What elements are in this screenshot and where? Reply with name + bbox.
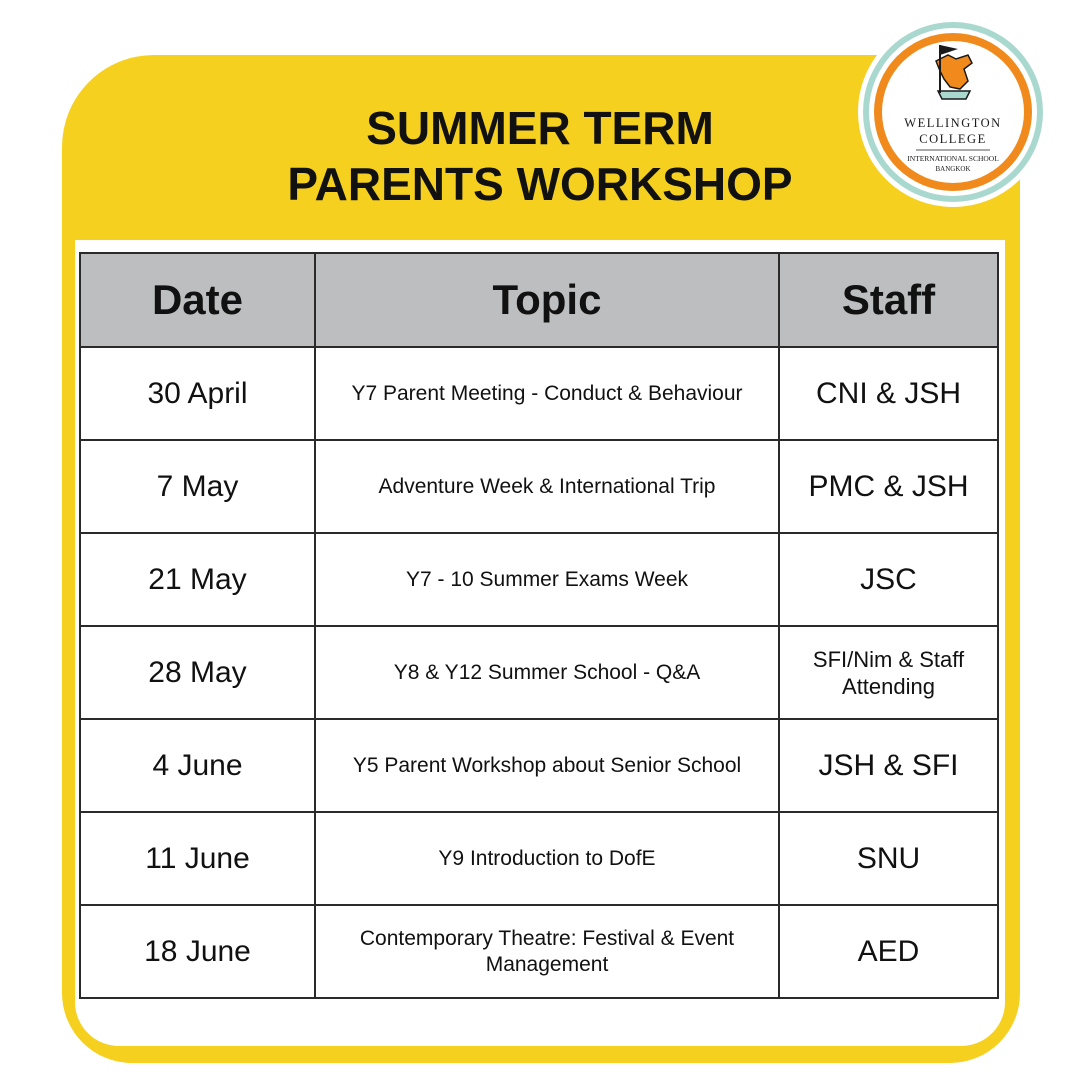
workshop-schedule-table [79,252,999,999]
topic-cell: Adventure Week & International Trip [315,440,779,533]
date-cell: 11 June [80,812,315,905]
table-row [80,719,998,812]
date-cell: 21 May [80,533,315,626]
table-row [80,812,998,905]
staff-cell: PMC & JSH [779,440,998,533]
table-row [80,347,998,440]
page-title [180,100,900,212]
topic-cell: Y7 - 10 Summer Exams Week [315,533,779,626]
table-row [80,440,998,533]
date-cell: 28 May [80,626,315,719]
date-cell: 30 April [80,347,315,440]
logo-name-line-2: COLLEGE [919,132,987,146]
header-staff: Staff [779,253,998,347]
topic-cell: Contemporary Theatre: Festival & Event Management [315,905,779,998]
staff-cell: CNI & JSH [779,347,998,440]
topic-cell: Y8 & Y12 Summer School - Q&A [315,626,779,719]
topic-cell: Y7 Parent Meeting - Conduct & Behaviour [315,347,779,440]
date-cell: 4 June [80,719,315,812]
header-topic: Topic [315,253,779,347]
date-cell: 18 June [80,905,315,998]
topic-cell: Y5 Parent Workshop about Senior School [315,719,779,812]
topic-cell: Y9 Introduction to DofE [315,812,779,905]
table-row [80,533,998,626]
table-header-row [80,253,998,347]
table-row [80,626,998,719]
table-row [80,905,998,998]
staff-cell: AED [779,905,998,998]
logo-sub-line-2: BANGKOK [935,165,971,173]
staff-cell: SNU [779,812,998,905]
date-cell: 7 May [80,440,315,533]
header-date: Date [80,253,315,347]
staff-cell: JSH & SFI [779,719,998,812]
title-line-2: PARENTS WORKSHOP [287,158,793,210]
wellington-college-logo [856,15,1050,209]
logo-name-line-1: WELLINGTON [904,116,1002,130]
logo-sub-line-1: INTERNATIONAL SCHOOL [907,154,999,163]
title-line-1: SUMMER TERM [366,102,714,154]
staff-cell: SFI/Nim & Staff Attending [779,626,998,719]
staff-cell: JSC [779,533,998,626]
